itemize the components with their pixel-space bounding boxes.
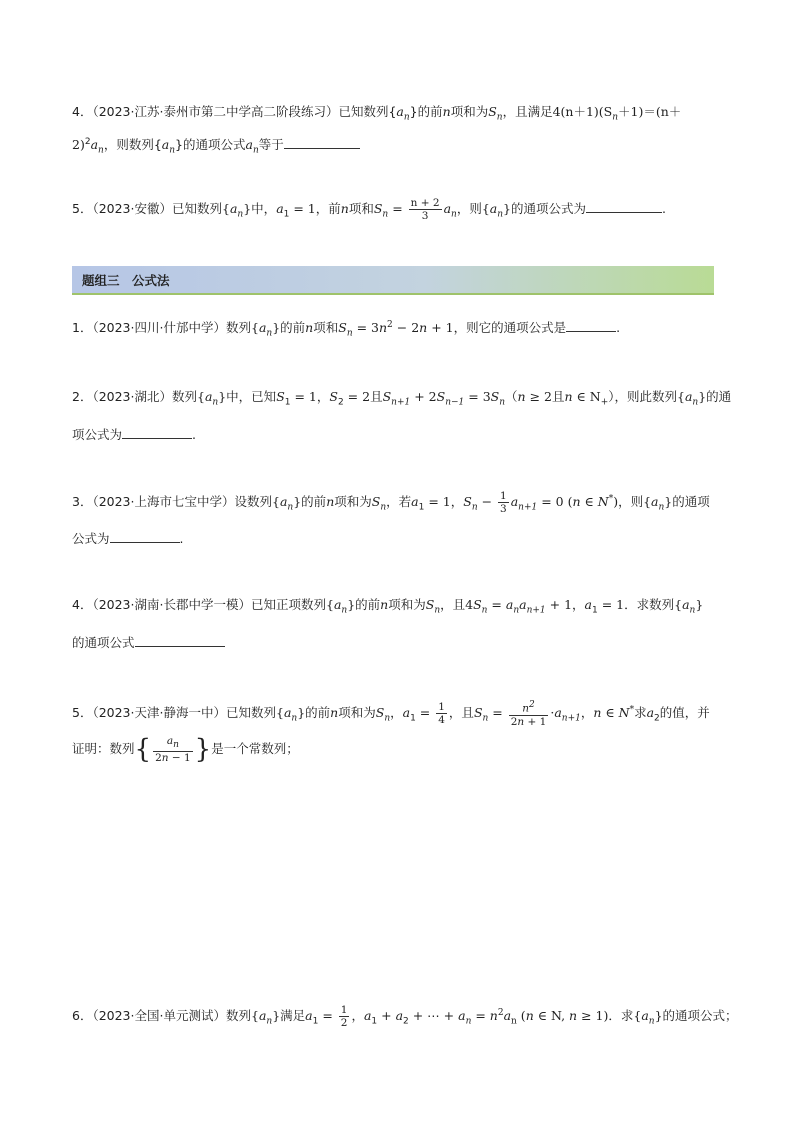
answer-blank	[110, 528, 180, 543]
question-number: 5．	[72, 705, 93, 721]
question-4b: 4．（2023·湖南·长郡中学一模）已知正项数列$\{a_n\}$的前n项和为$S_n$，且$4S_n = a_na_{n+1} + 1$，$a_1 = 1$．求数列$\{a_n\}$	[72, 597, 704, 616]
fraction: $\frac{a_n}{2n - 1}$	[155, 735, 191, 765]
question-number: 4．	[72, 597, 93, 612]
question-source: （2023·天津·静海一中）	[92, 705, 226, 721]
question-source: （2023·全国·单元测试）	[92, 1008, 226, 1024]
question-2-line2: 项公式为 .	[72, 422, 720, 448]
fraction: $\frac{n + 2}{3}$	[410, 197, 440, 222]
section-header	[72, 266, 714, 295]
question-source: （2023·上海市七宝中学）	[92, 494, 235, 510]
question-2: 2．（2023·湖北）数列$\{a_n\}$中，已知$S_1 = 1$，$S_2 = 2$且$S_{n+1} + 2S_{n-1} = 3S_n(n \ge 2$且n ∈ $N_+$），则此数列$\{a_n\}$的通	[72, 389, 732, 408]
question-source: （2023·江苏·泰州市第二中学高二阶段练习）	[92, 104, 339, 119]
question-source: （2023·湖南·长郡中学一模）	[92, 597, 251, 612]
question-4b-line2: 的通项公式	[72, 630, 720, 656]
question-number: 3．	[72, 494, 93, 510]
answer-blank	[135, 632, 225, 647]
answer-blank	[586, 198, 662, 213]
question-number: 1．	[72, 320, 93, 336]
question-source: （2023·安徽）	[92, 201, 172, 216]
question-5b: 5．（2023·天津·静海一中）已知数列$\{a_n\}$的前n项和为$S_n$，$a_1$ = $\frac{1}{4}$ ，且$S_n$ = $\frac{n^2}{2n + 1}$ $\cdot a_{n+1}$，n ∈ N*求$a_2$的值，并	[72, 700, 710, 728]
question-4a: 4．（2023·江苏·泰州市第二中学高二阶段练习）已知数列$\{a_n\}$的前n项和为$S_n$，且满足$4(n+1)(S_n+1)=(n+$	[72, 104, 682, 123]
question-number: 5．	[72, 201, 93, 216]
fraction: $\frac{1}{2}$	[340, 1004, 348, 1030]
question-number: 4．	[72, 104, 93, 119]
question-source: （2023·湖北）	[92, 389, 172, 404]
question-4a-line2: $2)^2a_n$，则数列$\{a_n\}$的通项公式$a_n$等于	[72, 129, 720, 164]
question-number: 2．	[72, 389, 93, 404]
question-number: 6．	[72, 1008, 93, 1024]
question-5b-line2: 证明：数列{ $\frac{a_n}{2n - 1}$ }是一个常数列；	[72, 734, 299, 765]
section-title: 题组三 公式法	[82, 273, 170, 288]
question-6: 6．（2023·全国·单元测试）数列$\{a_n\}$满足$a_1$ = $\frac{1}{2}$ ，$a_1 + a_2$ + ⋯ + $a_n = n^2a_n$ (n ∈ N, n ≥ 1)．求$\{a_n\}$的通项公式；	[72, 1004, 738, 1030]
answer-blank	[284, 134, 360, 149]
answer-blank	[566, 317, 616, 332]
question-1: 1．（2023·四川·什邡中学）数列$\{a_n\}$的前n项和$S_n = 3n^2 - 2n + 1$，则它的通项公式是 .	[72, 312, 720, 347]
question-5a: 5．（2023·安徽）已知数列$\{a_n\}$中，$a_1 = 1$，前n项和$S_n$ = $\frac{n + 2}{3}$ $a_n$，则$\{a_n\}$的通项公式为 .	[72, 197, 666, 222]
fraction: $\frac{1}{3}$	[500, 490, 507, 516]
question-3-line2: 公式为 .	[72, 526, 720, 552]
fraction: $\frac{n^2}{2n + 1}$	[510, 700, 547, 728]
fraction: $\frac{1}{4}$	[438, 701, 445, 727]
question-source: （2023·四川·什邡中学）	[92, 320, 226, 336]
question-3: 3．（2023·上海市七宝中学）设数列$\{a_n\}$的前n项和为$S_n$，若$a_1 = 1$，$S_n$ − $\frac{1}{3}$ $a_{n+1} = 0$ (n ∈ N*)，则$\{a_n\}$的通项	[72, 490, 710, 516]
answer-blank	[122, 424, 192, 439]
